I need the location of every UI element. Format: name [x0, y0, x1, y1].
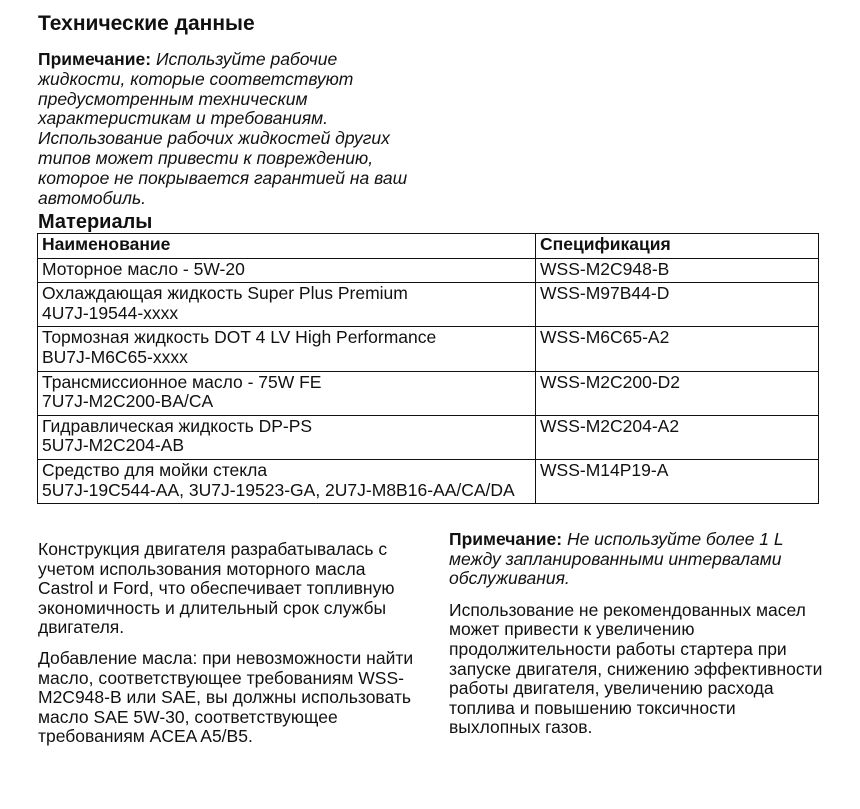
table-row — [38, 415, 819, 459]
note-label: Примечание: — [449, 529, 563, 549]
material-name: Средство для мойки стекла — [42, 459, 268, 480]
note-label: Примечание: — [38, 49, 152, 69]
table-row — [38, 371, 819, 415]
table-row — [38, 459, 819, 503]
header-spec: Спецификация — [536, 234, 819, 259]
fluids-note — [38, 50, 428, 208]
spec-cell: WSS-M2C200-D2 — [536, 371, 819, 415]
material-part-numbers: 4U7J-19544-xxxx — [42, 302, 179, 323]
material-cell — [38, 459, 536, 503]
material-part-numbers: BU7J-M6C65-xxxx — [42, 346, 188, 367]
spec-cell: WSS-M6C65-A2 — [536, 327, 819, 371]
material-name: Гидравлическая жидкость DP-PS — [42, 415, 313, 436]
note-text: Используйте рабочие жидкости, которые соответствуют предусмотренным техническим характеристикам и требованиям. Использование рабочих жидкостей других типов может привести к повреждению, которое не покрывается гарантией на ваш автомобиль. — [38, 49, 408, 208]
oil-topup-paragraph: Добавление масла: при невозможности найти масло, соответствующее требованиям WSS-M2C948-B или SAE, вы должны использовать масло SAE 5W-30, соответствующее требованиям ACEA A5/B5. — [38, 647, 414, 747]
note-text: Не используйте более 1 L между запланированными интервалами обслуживания. — [449, 529, 784, 589]
material-name: Моторное масло - 5W-20 — [42, 258, 245, 279]
table-row — [38, 283, 819, 327]
header-name: Наименование — [38, 234, 536, 259]
material-name: Трансмиссионное масло - 75W FE — [42, 371, 322, 392]
spec-cell: WSS-M2C204-A2 — [536, 415, 819, 459]
material-name: Тормозная жидкость DOT 4 LV High Performance — [42, 327, 437, 348]
oil-note — [449, 530, 829, 589]
material-cell — [38, 258, 536, 283]
spec-cell: WSS-M2C948-B — [536, 258, 819, 283]
material-cell — [38, 327, 536, 371]
material-part-numbers: 7U7J-M2C200-BA/CA — [42, 391, 214, 412]
left-column — [38, 540, 423, 758]
spec-cell: WSS-M97B44-D — [536, 283, 819, 327]
materials-table — [37, 233, 819, 504]
right-column — [449, 530, 829, 738]
engine-design-paragraph: Конструкция двигателя разрабатывалась с учетом использования моторного масла Castrol и Ford, что обеспечивает топливную экономичность и длительный срок службы двигателя. — [38, 539, 395, 638]
material-cell — [38, 283, 536, 327]
material-name: Охлаждающая жидкость Super Plus Premium — [42, 283, 408, 304]
spec-cell: WSS-M14P19-A — [536, 459, 819, 503]
material-cell — [38, 371, 536, 415]
table-row — [38, 327, 819, 371]
nonrecommended-oil-paragraph: Использование не рекомендованных масел может привести к увеличению продолжительности работы стартера при запуске двигателя, снижению эффективности работы двигателя, увеличению расхода топлива и повышению токсичности выхлопных газов. — [449, 599, 823, 738]
material-part-numbers: 5U7J-M2C204-AB — [42, 435, 184, 456]
page-title: Технические данные — [38, 12, 255, 35]
table-header-row — [38, 234, 819, 259]
materials-heading: Материалы — [38, 211, 153, 233]
material-cell — [38, 415, 536, 459]
material-part-numbers: 5U7J-19C544-AA, 3U7J-19523-GA, 2U7J-M8B16-AA/CA/DA — [42, 479, 515, 500]
table-row — [38, 258, 819, 283]
